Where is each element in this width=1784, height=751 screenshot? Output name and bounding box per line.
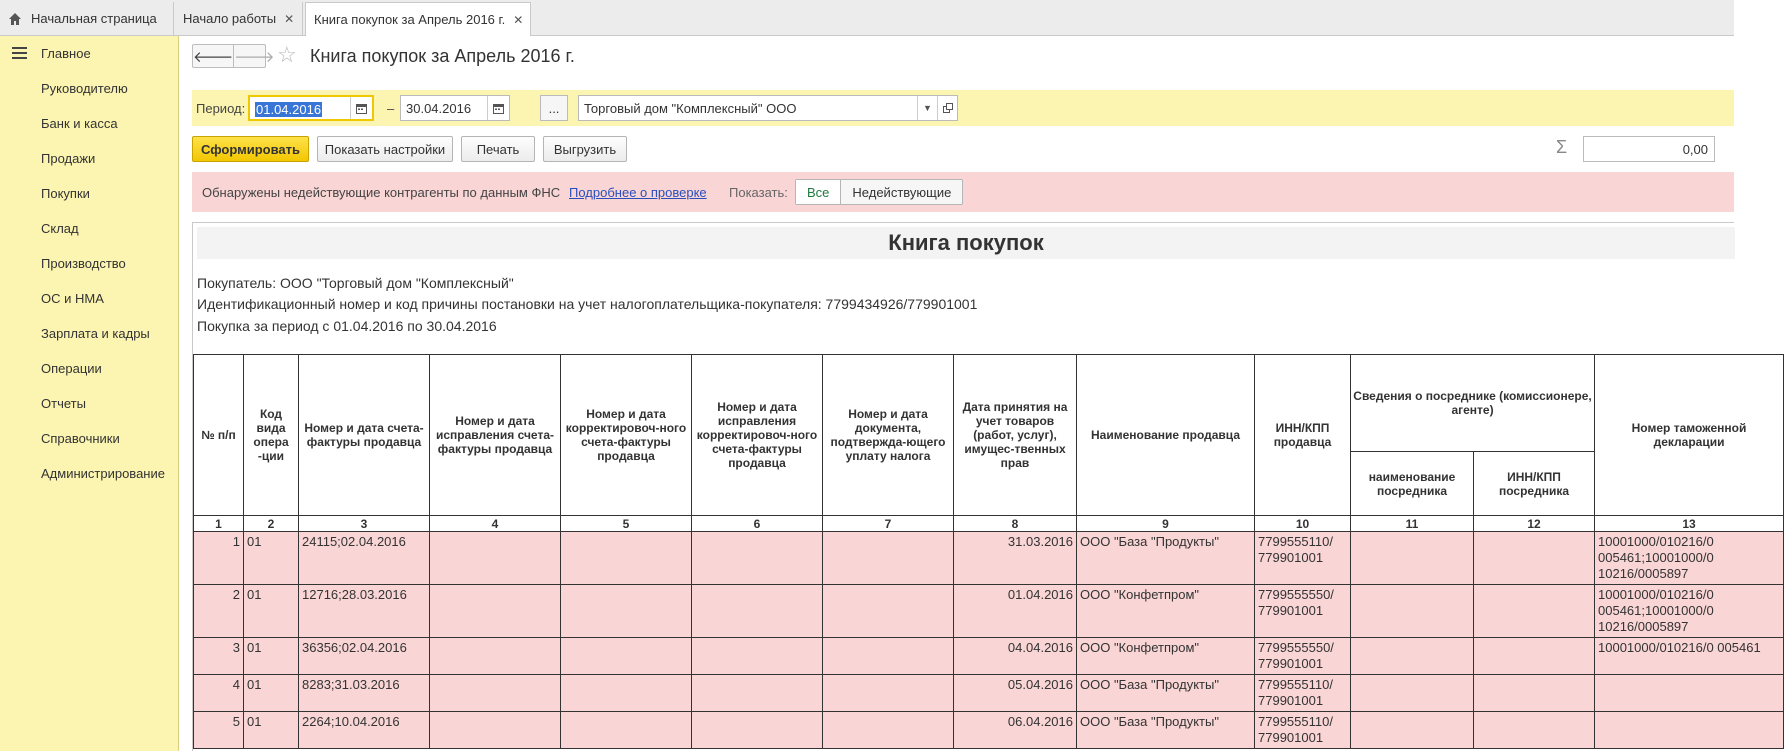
- col-header: Номер и дата исправления счета-фактуры продавца: [430, 355, 561, 516]
- seller-inn: 7799555550/ 779901001: [1255, 585, 1351, 638]
- warning-banner: [192, 172, 1734, 212]
- column-numbers-row: [194, 516, 1784, 532]
- sidebar-item-sales[interactable]: Продажи: [41, 151, 96, 166]
- invoice: 36356;02.04.2016: [299, 638, 430, 675]
- acceptance-date: 01.04.2016: [954, 585, 1077, 638]
- col-header: наименование посредника: [1351, 452, 1474, 516]
- sum-field[interactable]: 0,00: [1583, 136, 1715, 162]
- filter-all-button[interactable]: Все: [796, 180, 841, 204]
- invoice: 12716;28.03.2016: [299, 585, 430, 638]
- home-icon: [8, 12, 22, 26]
- seller-name: ООО "Конфетпром": [1077, 638, 1255, 675]
- col-header: Дата принятия на учет товаров (работ, услуг), имущес-твенных прав: [954, 355, 1077, 516]
- export-button[interactable]: Выгрузить: [543, 136, 627, 162]
- tab-label: Книга покупок за Апрель 2016 г.: [314, 12, 506, 27]
- col-number: 1: [194, 516, 244, 532]
- customs-declaration: 10001000/010216/0 005461;10001000/0 10216/0005897: [1595, 585, 1784, 638]
- col-number: 11: [1351, 516, 1474, 532]
- date-to-field[interactable]: [400, 95, 510, 121]
- warning-text: Обнаружены недействующие контрагенты по данным ФНС: [202, 185, 561, 200]
- header-row: [194, 355, 1784, 452]
- calendar-icon[interactable]: [487, 96, 509, 120]
- acceptance-date: 06.04.2016: [954, 712, 1077, 749]
- invoice: 2264;10.04.2016: [299, 712, 430, 749]
- operation-code: 01: [244, 675, 299, 712]
- customs-declaration: [1595, 712, 1784, 749]
- col-number: 4: [430, 516, 561, 532]
- seller-inn: 7799555110/ 779901001: [1255, 712, 1351, 749]
- seller-inn: 7799555110/ 779901001: [1255, 532, 1351, 585]
- invoice: 24115;02.04.2016: [299, 532, 430, 585]
- col-number: 12: [1474, 516, 1595, 532]
- col-number: 3: [299, 516, 430, 532]
- col-header: ИНН/КПП посредника: [1474, 452, 1595, 516]
- period-dash: –: [387, 101, 395, 116]
- filter-toggle: [795, 179, 963, 205]
- organization-field[interactable]: [578, 95, 958, 121]
- table-row[interactable]: [194, 712, 1784, 749]
- page-title: Книга покупок за Апрель 2016 г.: [310, 46, 575, 66]
- open-icon[interactable]: [937, 96, 957, 120]
- table-row[interactable]: [194, 585, 1784, 638]
- tab-home[interactable]: [0, 2, 174, 35]
- col-header: Номер и дата счета-фактуры продавца: [299, 355, 430, 516]
- back-arrow-icon[interactable]: 🡐: [193, 45, 234, 67]
- col-number: 6: [692, 516, 823, 532]
- col-header: Номер таможенной декларации: [1595, 355, 1784, 516]
- customs-declaration: [1595, 675, 1784, 712]
- acceptance-date: 31.03.2016: [954, 532, 1077, 585]
- col-number: 13: [1595, 516, 1784, 532]
- table-row[interactable]: [194, 532, 1784, 585]
- period-bar: [192, 90, 1734, 126]
- date-from-value: 01.04.2016: [256, 102, 322, 117]
- row-number: 5: [194, 712, 244, 749]
- sidebar-item-directories[interactable]: Справочники: [41, 431, 120, 446]
- menu-icon[interactable]: [12, 47, 27, 59]
- tab-bar: [0, 0, 1734, 36]
- customs-declaration: 10001000/010216/0 005461: [1595, 638, 1784, 675]
- report-area: [192, 222, 1761, 751]
- seller-name: ООО "База "Продукты": [1077, 675, 1255, 712]
- filter-inactive-button[interactable]: Недействующие: [852, 185, 952, 200]
- operation-code: 01: [244, 532, 299, 585]
- sidebar-item-admin[interactable]: Администрирование: [41, 466, 165, 481]
- sidebar-item-bank[interactable]: Банк и касса: [41, 116, 118, 131]
- date-to-value: 30.04.2016: [406, 101, 472, 116]
- sum-icon: Σ: [1556, 137, 1568, 157]
- purchase-book-table: [193, 354, 1784, 749]
- tab-label: Начало работы: [183, 11, 277, 26]
- tab-label: Начальная страница: [31, 11, 157, 26]
- check-details-link[interactable]: Подробнее о проверке: [569, 185, 707, 200]
- customs-declaration: 10001000/010216/0 005461;10001000/0 10216/0005897: [1595, 532, 1784, 585]
- period-select-button[interactable]: ...: [540, 95, 568, 121]
- col-header: Наименование продавца: [1077, 355, 1255, 516]
- close-icon[interactable]: ✕: [513, 12, 524, 27]
- col-number: 8: [954, 516, 1077, 532]
- col-number: 5: [561, 516, 692, 532]
- organization-value: Торговый дом "Комплексный" ООО: [584, 101, 797, 116]
- acceptance-date: 05.04.2016: [954, 675, 1077, 712]
- col-number: 9: [1077, 516, 1255, 532]
- invoice: 8283;31.03.2016: [299, 675, 430, 712]
- seller-inn: 7799555110/ 779901001: [1255, 675, 1351, 712]
- acceptance-date: 04.04.2016: [954, 638, 1077, 675]
- col-header: Номер и дата корректировоч-ного счета-фактуры продавца: [561, 355, 692, 516]
- sidebar-item-warehouse[interactable]: Склад: [41, 221, 79, 236]
- row-number: 3: [194, 638, 244, 675]
- col-number: 2: [244, 516, 299, 532]
- col-number: 10: [1255, 516, 1351, 532]
- col-header: № п/п: [194, 355, 244, 516]
- chevron-down-icon[interactable]: ▼: [917, 96, 937, 120]
- col-header: Номер и дата документа, подтвержда-ющего уплату налога: [823, 355, 954, 516]
- period-label: Период:: [196, 101, 246, 116]
- sidebar-item-production[interactable]: Производство: [41, 256, 126, 271]
- operation-code: 01: [244, 638, 299, 675]
- row-number: 1: [194, 532, 244, 585]
- tab-start[interactable]: [175, 2, 303, 35]
- col-header: ИНН/КПП продавца: [1255, 355, 1351, 516]
- table-row[interactable]: [194, 638, 1784, 675]
- report-title: Книга покупок: [197, 227, 1735, 259]
- col-number: 7: [823, 516, 954, 532]
- content-area: [180, 36, 1761, 751]
- row-number: 2: [194, 585, 244, 638]
- seller-name: ООО "База "Продукты": [1077, 532, 1255, 585]
- seller-name: ООО "Конфетпром": [1077, 585, 1255, 638]
- show-label: Показать:: [729, 185, 788, 200]
- sidebar-item-purchases[interactable]: Покупки: [41, 186, 90, 201]
- inn-line: Идентификационный номер и код причины постановки на учет налогоплательщика-покупателя: 7799434926/779901001: [197, 296, 978, 312]
- close-icon[interactable]: ✕: [284, 11, 295, 26]
- show-settings-button[interactable]: Показать настройки: [317, 136, 453, 162]
- tab-purchase-book[interactable]: [305, 2, 531, 36]
- date-from-field[interactable]: [248, 95, 374, 121]
- sidebar: [0, 36, 179, 751]
- sidebar-item-operations[interactable]: Операции: [41, 361, 102, 376]
- operation-code: 01: [244, 712, 299, 749]
- table-row[interactable]: [194, 675, 1784, 712]
- sidebar-item-reports[interactable]: Отчеты: [41, 396, 86, 411]
- col-header: Номер и дата исправления корректировоч-ного счета-фактуры продавца: [692, 355, 823, 516]
- print-button[interactable]: Печать: [461, 136, 535, 162]
- operation-code: 01: [244, 585, 299, 638]
- star-icon[interactable]: ☆: [277, 42, 297, 67]
- forward-arrow-icon[interactable]: 🡒: [234, 48, 275, 66]
- history-nav: [192, 44, 275, 68]
- calendar-icon[interactable]: [350, 97, 372, 119]
- col-header: Сведения о посреднике (комиссионере, агенте): [1351, 355, 1595, 452]
- seller-name: ООО "База "Продукты": [1077, 712, 1255, 749]
- sidebar-item-manager[interactable]: Руководителю: [41, 81, 128, 96]
- sidebar-item-assets[interactable]: ОС и НМА: [41, 291, 104, 306]
- sidebar-item-main[interactable]: Главное: [41, 46, 91, 61]
- buyer-line: Покупатель: ООО "Торговый дом "Комплексный": [197, 275, 514, 291]
- row-number: 4: [194, 675, 244, 712]
- period-line: Покупка за период с 01.04.2016 по 30.04.2016: [197, 318, 497, 334]
- seller-inn: 7799555550/ 779901001: [1255, 638, 1351, 675]
- form-report-button[interactable]: Сформировать: [192, 136, 309, 162]
- sidebar-item-payroll[interactable]: Зарплата и кадры: [41, 326, 150, 341]
- col-header: Код вида опера -ции: [244, 355, 299, 516]
